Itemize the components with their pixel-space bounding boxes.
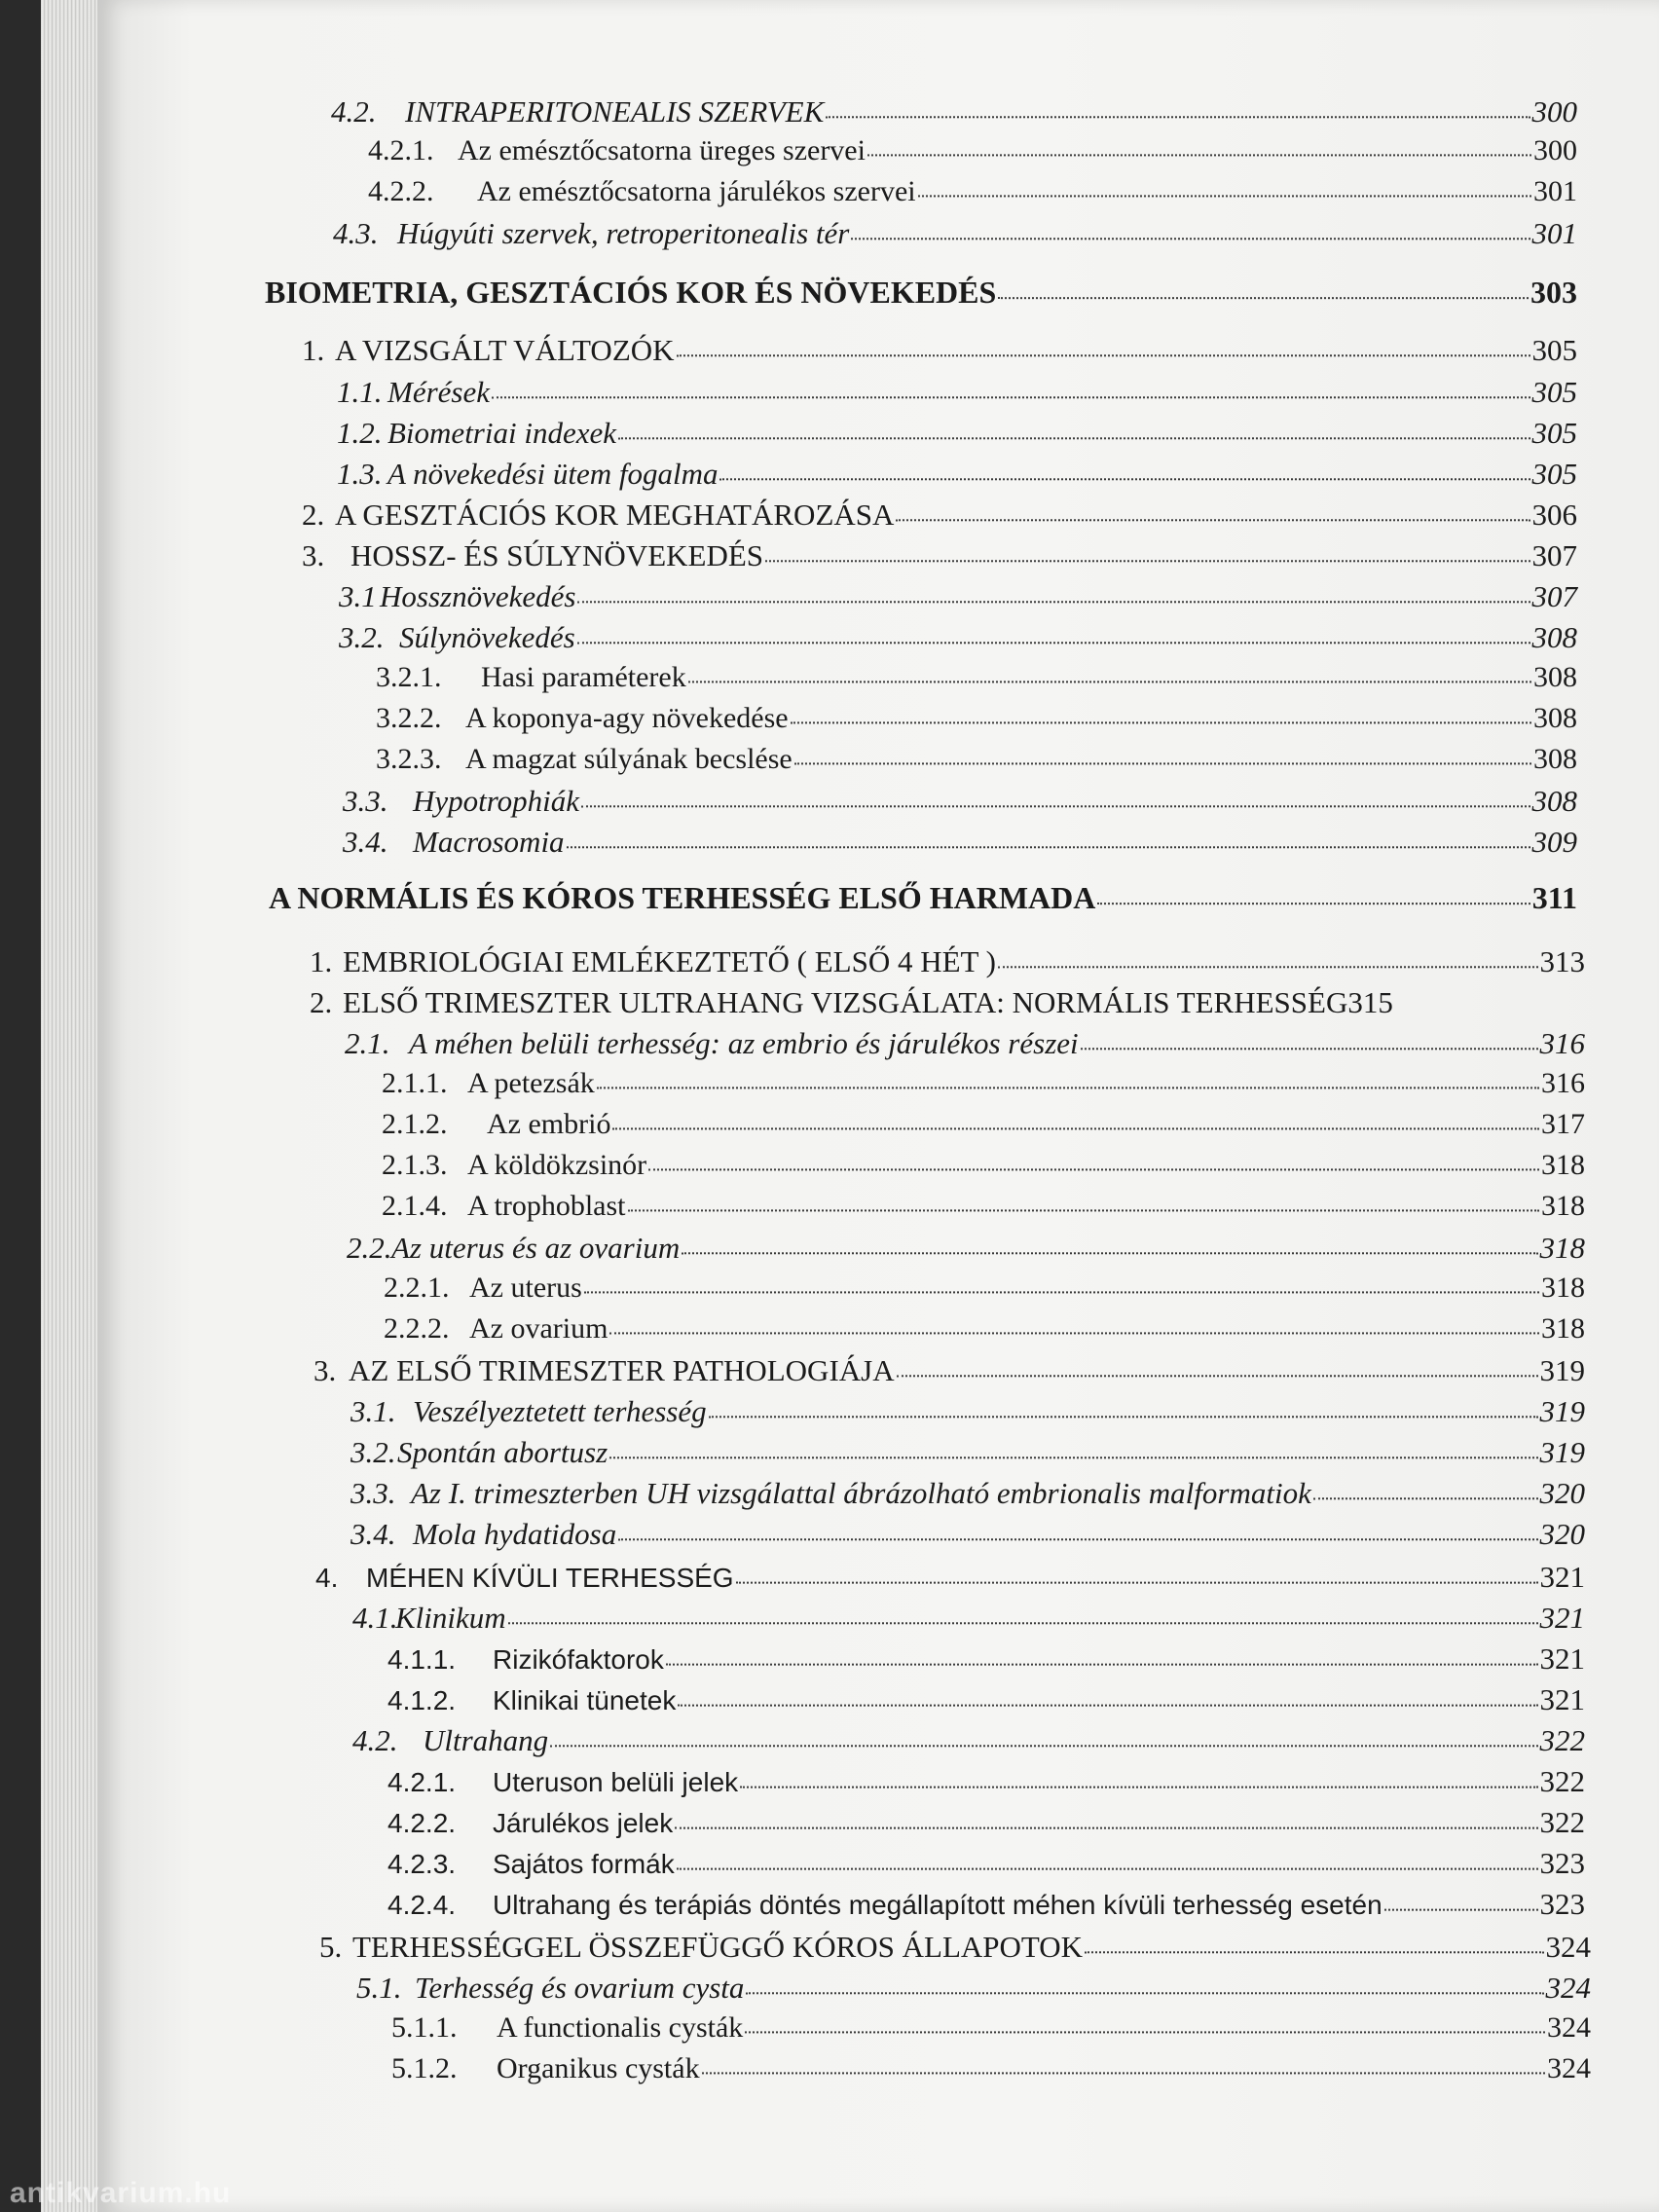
toc-entry-number: 4.2.2. xyxy=(368,175,434,207)
toc-entry-number: 3.4. xyxy=(343,825,388,859)
toc-entry-number: 3.3. xyxy=(343,784,388,818)
toc-entry-title: Hypotrophiák xyxy=(413,784,580,818)
leader-dots xyxy=(584,1281,1539,1294)
toc-entry-number: 2.2.2. xyxy=(384,1312,450,1345)
toc-entry-page: 308 xyxy=(1531,784,1577,818)
toc-entry-title: Rizikófaktorok xyxy=(493,1644,664,1675)
toc-entry-page: 322 xyxy=(1539,1723,1585,1757)
toc-entry xyxy=(391,2011,1591,2045)
toc-entry xyxy=(356,1971,1591,2006)
toc-entry-page: 300 xyxy=(1531,94,1577,129)
toc-entry xyxy=(382,1149,1585,1182)
leader-dots xyxy=(1384,1899,1538,1911)
toc-entry-number: 2.2. xyxy=(347,1231,392,1265)
toc-entry-number: 5. xyxy=(319,1930,343,1964)
toc-entry-page: 319 xyxy=(1539,1394,1585,1428)
toc-entry-page: 320 xyxy=(1539,1517,1585,1551)
toc-entry-number: 1. xyxy=(302,333,325,367)
leader-dots xyxy=(702,2062,1545,2075)
toc-entry-number: 5.1.1. xyxy=(391,2011,458,2044)
toc-entry-title: A növekedési ütem fogalma xyxy=(387,457,719,491)
toc-entry-number: 4.3. xyxy=(333,216,379,250)
toc-entry-title: Klinikai tünetek xyxy=(493,1685,677,1715)
toc-entry-title: A VIZSGÁLT VÁLTOZÓK xyxy=(335,333,675,367)
leader-dots xyxy=(1097,892,1530,904)
toc-entry-title: Ultrahang és terápiás döntés megállapított méhen kívüli terhesség esetén xyxy=(493,1890,1382,1920)
toc-entry-page: 324 xyxy=(1545,1930,1591,1964)
leader-dots xyxy=(492,386,1530,398)
toc-entry xyxy=(343,784,1577,819)
toc-entry-page: 308 xyxy=(1533,702,1577,734)
toc-entry xyxy=(302,538,1577,573)
toc-entry xyxy=(350,1517,1585,1552)
toc-entry-page: 316 xyxy=(1541,1067,1585,1099)
toc-entry-page: 324 xyxy=(1545,1971,1591,2005)
toc-entry-number: 2.1.4. xyxy=(382,1190,448,1222)
toc-entry-title: Spontán abortusz xyxy=(397,1435,608,1469)
toc-entry-number: 1.1. xyxy=(337,375,383,409)
toc-entry xyxy=(337,375,1577,410)
toc-entry-title: INTRAPERITONEALIS SZERVEK xyxy=(405,94,825,129)
toc-entry-title: HOSSZ- ÉS SÚLYNÖVEKEDÉS xyxy=(350,538,764,572)
toc-entry-page: 321 xyxy=(1539,1601,1585,1635)
leader-dots xyxy=(688,671,1531,683)
toc-entry-title: Mola hydatidosa xyxy=(413,1517,617,1551)
toc-entry xyxy=(315,1560,1585,1595)
toc-chapter-heading xyxy=(269,880,1577,916)
leader-dots xyxy=(791,712,1531,724)
toc-entry-number: 3.2. xyxy=(350,1435,396,1469)
leader-dots xyxy=(1085,1940,1543,1953)
toc-entry-page: 313 xyxy=(1539,944,1585,978)
toc-entry-page: 309 xyxy=(1531,825,1577,859)
leader-dots xyxy=(740,1777,1537,1788)
toc-entry-title: A méhen belüli terhesség: az embrio és járulékos részei xyxy=(409,1026,1079,1060)
toc-entry xyxy=(387,1764,1585,1799)
toc-entry-page: 305 xyxy=(1531,416,1577,450)
toc-entry-page: 303 xyxy=(1530,275,1577,310)
leader-dots xyxy=(577,590,1530,603)
toc-entry-title: Az uterus xyxy=(469,1272,582,1304)
toc-entry-title: Terhesség és ovarium cysta xyxy=(415,1971,745,2005)
toc-entry-number: 3.1 xyxy=(339,579,377,613)
leader-dots xyxy=(618,1528,1537,1540)
toc-entry xyxy=(350,1476,1585,1511)
leader-dots xyxy=(609,1322,1539,1335)
toc-entry-page: 317 xyxy=(1541,1108,1585,1140)
toc-entry-title: Az emésztőcsatorna járulékos szervei xyxy=(477,175,916,207)
toc-entry-number: 1. xyxy=(310,944,333,978)
toc-entry-page: 306 xyxy=(1531,498,1577,532)
toc-entry-title: Súlynövekedés xyxy=(399,620,575,654)
toc-entry-number: 4.2. xyxy=(331,94,377,129)
leader-dots xyxy=(609,1446,1537,1458)
toc-entry-page: 318 xyxy=(1541,1190,1585,1222)
toc-entry-title: Az emésztőcsatorna üreges szervei xyxy=(458,134,866,166)
toc-entry-page: 322 xyxy=(1539,1764,1585,1798)
leader-dots xyxy=(612,1118,1539,1130)
toc-entry-title: Az I. trimeszterben UH vizsgálattal ábrázolható embrionalis malformatiok xyxy=(411,1476,1311,1510)
toc-entry-page: 301 xyxy=(1531,216,1577,250)
toc-entry xyxy=(387,1846,1585,1881)
toc-chapter-heading xyxy=(265,275,1577,311)
toc-entry xyxy=(333,216,1577,251)
toc-entry-title: Húgyúti szervek, retroperitonealis tér xyxy=(397,216,850,250)
toc-entry-number: 3.3. xyxy=(350,1476,396,1510)
toc-entry-title: Macrosomia xyxy=(413,825,565,859)
toc-entry-title: MÉHEN KÍVÜLI TERHESSÉG xyxy=(366,1563,734,1593)
leader-dots xyxy=(998,286,1529,299)
leader-dots xyxy=(678,1695,1537,1707)
toc-chapter-title: A NORMÁLIS ÉS KÓROS TERHESSÉG ELSŐ HARMADA xyxy=(269,880,1096,915)
toc-entry-title: Sajátos formák xyxy=(493,1849,675,1879)
leader-dots xyxy=(581,794,1530,807)
toc-entry-number: 2.1.2. xyxy=(382,1108,448,1140)
toc-entry xyxy=(387,1805,1585,1840)
toc-entry-number: 1.2. xyxy=(337,416,383,450)
toc-entry xyxy=(310,944,1585,979)
leader-dots xyxy=(719,467,1530,480)
leader-dots xyxy=(666,1654,1538,1666)
toc-entry-page: 308 xyxy=(1533,661,1577,693)
toc-entry-number: 2.1. xyxy=(345,1026,390,1060)
leader-dots xyxy=(851,227,1530,240)
toc-entry-number: 4.2. xyxy=(352,1723,398,1757)
toc-entry-page: 301 xyxy=(1533,175,1577,207)
toc-entry-page: 300 xyxy=(1533,134,1577,166)
toc-entry xyxy=(339,620,1577,655)
toc-entry xyxy=(337,457,1577,492)
toc-entry-title: Klinikum xyxy=(395,1601,506,1635)
toc-entry-page: 324 xyxy=(1547,2011,1591,2044)
toc-entry xyxy=(350,1435,1585,1470)
toc-entry-page: 305 xyxy=(1531,333,1577,367)
toc-entry-page: 315 xyxy=(1347,985,1393,1019)
leader-dots xyxy=(826,105,1530,118)
toc-entry-title: Az embrió xyxy=(487,1108,611,1140)
toc-entry-number: 4.1.2. xyxy=(387,1685,457,1715)
toc-entry-title: Organikus cysták xyxy=(497,2052,700,2084)
toc-entry-page: 321 xyxy=(1539,1641,1585,1676)
toc-entry xyxy=(387,1887,1585,1922)
toc-entry-title: A petezsák xyxy=(467,1067,595,1099)
toc-entry-page: 316 xyxy=(1539,1026,1585,1060)
toc-entry-number: 4.2.1. xyxy=(387,1767,457,1797)
toc-chapter-title: BIOMETRIA, GESZTÁCIÓS KOR ÉS NÖVEKEDÉS xyxy=(265,275,997,310)
toc-entry-page: 318 xyxy=(1541,1272,1585,1304)
toc-entry-title: A functionalis cysták xyxy=(497,2011,744,2044)
leader-dots xyxy=(867,144,1531,157)
toc-entry-page: 323 xyxy=(1539,1846,1585,1880)
toc-entry-number: 4.2.1. xyxy=(368,134,434,166)
toc-entry-number: 4.2.3. xyxy=(387,1849,457,1879)
toc-entry-title: Az ovarium xyxy=(469,1312,608,1345)
toc-entry xyxy=(387,1682,1585,1717)
toc-entry xyxy=(376,743,1577,776)
toc-entry xyxy=(382,1067,1585,1100)
leader-dots xyxy=(765,549,1530,562)
toc-entry xyxy=(391,2052,1591,2085)
toc-entry-page: 311 xyxy=(1531,880,1577,915)
leader-dots xyxy=(567,835,1530,848)
toc-entry-number: 2.1.3. xyxy=(382,1149,448,1181)
toc-entry-page: 324 xyxy=(1547,2052,1591,2084)
toc-entry-number: 2. xyxy=(310,985,333,1019)
toc-entry-title: A trophoblast xyxy=(467,1190,626,1222)
toc-entry-title: Az uterus és az ovarium xyxy=(391,1231,681,1265)
toc-entry xyxy=(352,1601,1585,1636)
toc-entry-page: 320 xyxy=(1539,1476,1585,1510)
toc-entry-number: 4.1.1. xyxy=(387,1644,457,1675)
toc-entry xyxy=(302,333,1577,368)
toc-entry-number: 2.1.1. xyxy=(382,1067,448,1099)
toc-entry-title: A GESZTÁCIÓS KOR MEGHATÁROZÁSA xyxy=(335,498,895,532)
leader-dots xyxy=(597,1077,1539,1089)
leader-dots xyxy=(1313,1487,1538,1499)
toc-entry-number: 2.2.1. xyxy=(384,1272,450,1304)
toc-entry-title: A koponya-agy növekedése xyxy=(465,702,789,734)
leader-dots xyxy=(550,1734,1537,1747)
leader-dots xyxy=(682,1241,1537,1254)
toc-entry xyxy=(382,1190,1585,1223)
leader-dots xyxy=(745,2021,1545,2034)
toc-entry-number: 4. xyxy=(315,1563,339,1593)
leader-dots xyxy=(628,1199,1540,1212)
toc-entry-page: 323 xyxy=(1539,1887,1585,1921)
toc-entry xyxy=(387,1641,1585,1677)
toc-entry-page: 308 xyxy=(1533,743,1577,775)
toc-entry-title: Biometriai indexek xyxy=(387,416,616,450)
toc-entry xyxy=(343,825,1577,860)
toc-entry-number: 3.2.3. xyxy=(376,743,442,775)
toc-entry xyxy=(302,498,1577,533)
toc-entry-page: 307 xyxy=(1531,538,1577,572)
leader-dots xyxy=(675,1818,1537,1829)
toc-entry xyxy=(347,1231,1585,1266)
toc-entry-page: 321 xyxy=(1539,1560,1585,1594)
toc-entry-number: 3.2. xyxy=(339,620,385,654)
toc-entry-page: 305 xyxy=(1531,375,1577,409)
toc-entry-page: 318 xyxy=(1541,1312,1585,1345)
toc-entry xyxy=(350,1394,1585,1429)
toc-entry-title: EMBRIOLÓGIAI EMLÉKEZTETŐ ( ELSŐ 4 HÉT ) xyxy=(343,944,996,978)
toc-entry-title: ELSŐ TRIMESZTER ULTRAHANG VIZSGÁLATA: NORMÁLIS TERHESSÉG xyxy=(343,985,1348,1019)
toc-entry-page: 322 xyxy=(1539,1805,1585,1839)
leader-dots xyxy=(648,1159,1539,1171)
leader-dots xyxy=(577,631,1530,644)
leader-dots xyxy=(677,344,1530,356)
toc-entry-number: 3. xyxy=(302,538,325,572)
leader-dots xyxy=(998,955,1538,968)
toc-entry-title: Ultrahang xyxy=(423,1723,549,1757)
leader-dots xyxy=(677,1859,1538,1870)
toc-entry-title: Hossznövekedés xyxy=(380,579,576,613)
toc-entry-page: 319 xyxy=(1539,1435,1585,1469)
toc-entry xyxy=(310,985,1585,1020)
toc-entry xyxy=(376,702,1577,735)
toc-entry-page: 308 xyxy=(1531,620,1577,654)
toc-entry-number: 5.1. xyxy=(356,1971,402,2005)
toc-entry-page: 318 xyxy=(1541,1149,1585,1181)
toc-entry xyxy=(352,1723,1585,1758)
toc-entry-number: 1.3. xyxy=(337,457,383,491)
toc-entry-title: Mérések xyxy=(387,375,490,409)
leader-dots xyxy=(746,1981,1543,1994)
leader-dots xyxy=(1081,1037,1538,1050)
toc-entry-number: 3.4. xyxy=(350,1517,396,1551)
toc-entry-number: 3. xyxy=(313,1353,337,1387)
leader-dots xyxy=(896,508,1530,521)
toc-entry-number: 4.2.2. xyxy=(387,1808,457,1838)
toc-entry xyxy=(313,1353,1585,1388)
toc-entry-title: Uteruson belüli jelek xyxy=(493,1767,739,1797)
toc-entry-title: A magzat súlyának becslése xyxy=(465,743,793,775)
toc-entry xyxy=(337,416,1577,451)
toc-entry-page: 305 xyxy=(1531,457,1577,491)
toc-entry xyxy=(384,1312,1585,1346)
toc-entry-number: 5.1.2. xyxy=(391,2052,458,2084)
toc-entry-title: Hasi paraméterek xyxy=(481,661,686,693)
leader-dots xyxy=(897,1364,1538,1377)
toc-entry-number: 3.1. xyxy=(350,1394,396,1428)
toc-entry-number: 3.2.1. xyxy=(376,661,442,693)
leader-dots xyxy=(709,1405,1538,1418)
toc-entry xyxy=(368,175,1577,208)
toc-entry xyxy=(368,134,1577,167)
toc-entry xyxy=(376,661,1577,694)
toc-entry-number: 4.2.4. xyxy=(387,1890,457,1920)
leader-dots xyxy=(918,185,1531,198)
toc-entry xyxy=(384,1272,1585,1305)
toc-entry-title: A köldökzsinór xyxy=(467,1149,647,1181)
toc-entry-page: 307 xyxy=(1531,579,1577,613)
toc-entry-page: 319 xyxy=(1539,1353,1585,1387)
leader-dots xyxy=(508,1611,1538,1624)
toc-entry xyxy=(382,1108,1585,1141)
leader-dots xyxy=(736,1572,1538,1584)
toc-entry-number: 4.1. xyxy=(352,1601,398,1635)
watermark: antikvarium.hu xyxy=(10,2177,232,2209)
toc-entry xyxy=(339,579,1577,614)
toc-entry-page: 318 xyxy=(1539,1231,1585,1265)
toc-entry-page: 321 xyxy=(1539,1682,1585,1716)
toc-entry xyxy=(319,1930,1591,1965)
toc-entry xyxy=(331,94,1577,129)
toc-entry-title: Veszélyeztetett terhesség xyxy=(413,1394,707,1428)
toc-entry-title: TERHESSÉGGEL ÖSSZEFÜGGŐ KÓROS ÁLLAPOTOK xyxy=(352,1930,1084,1964)
toc-entry-title: Járulékos jelek xyxy=(493,1808,674,1838)
toc-entry xyxy=(345,1026,1585,1061)
leader-dots xyxy=(618,426,1530,439)
toc-entry-number: 3.2.2. xyxy=(376,702,442,734)
toc-entry-title: AZ ELSŐ TRIMESZTER PATHOLOGIÁJA xyxy=(349,1353,895,1387)
toc-entry-number: 2. xyxy=(302,498,325,532)
leader-dots xyxy=(794,753,1531,765)
